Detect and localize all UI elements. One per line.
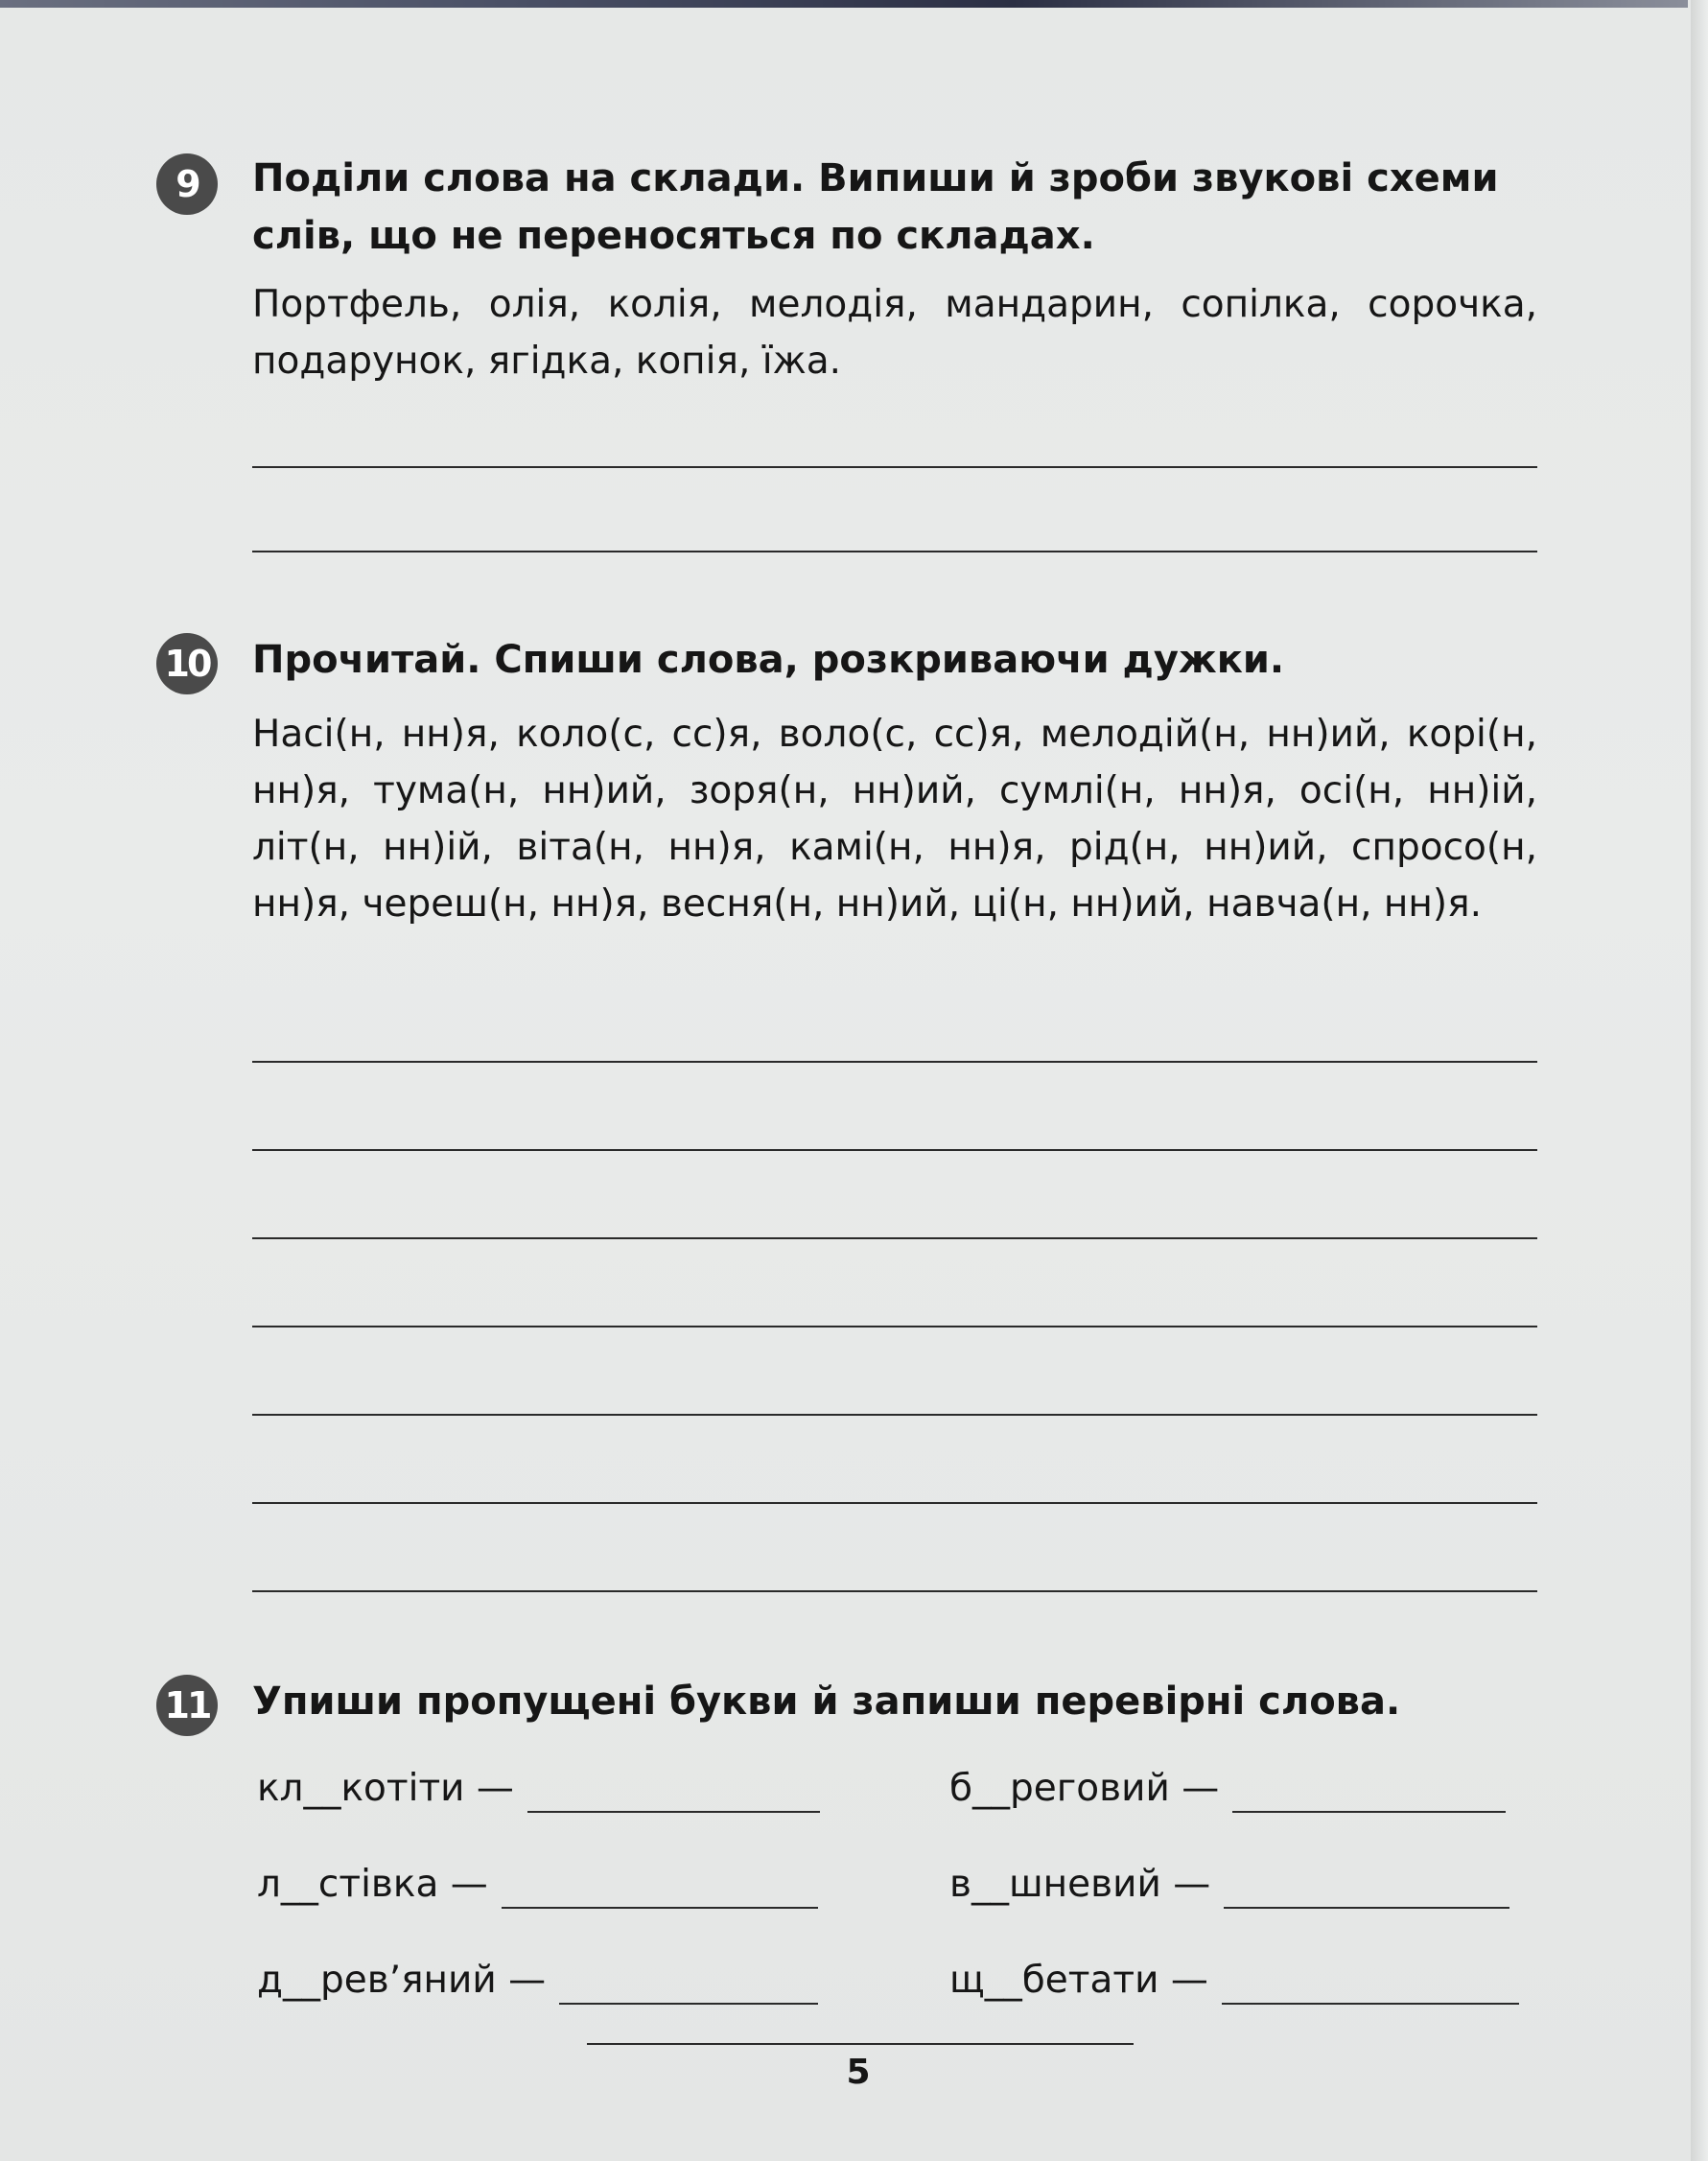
answer-blank[interactable] <box>1232 1773 1506 1813</box>
answer-blank[interactable] <box>527 1773 820 1813</box>
fill-word: л__стівка — <box>257 1863 488 1906</box>
fill-word: кл__котіти — <box>257 1767 514 1810</box>
answer-line[interactable] <box>252 1237 1537 1239</box>
top-edge-strip <box>0 0 1688 8</box>
fill-item <box>257 1957 818 2005</box>
fill-word: в__шневий — <box>949 1863 1211 1906</box>
fill-item <box>949 1765 1506 1813</box>
fill-item <box>257 1765 820 1813</box>
answer-blank[interactable] <box>1224 1868 1509 1909</box>
answer-blank[interactable] <box>502 1868 818 1909</box>
page-right-edge <box>1691 0 1708 2161</box>
fill-word: д__рев’яний — <box>257 1959 547 2002</box>
page-number: 5 <box>846 2053 871 2092</box>
fill-item <box>257 1861 818 1909</box>
task-title: Поділи слова на склади. Випиши й зроби звукові схеми слів, що не переносяться по складах. <box>252 156 1499 258</box>
page-number-line <box>587 2043 1134 2045</box>
fill-item <box>949 1861 1509 1909</box>
answer-line[interactable] <box>252 1061 1537 1063</box>
task-title: Прочитай. Спиши слова, розкриваючи дужки. <box>252 638 1285 682</box>
answer-line[interactable] <box>252 1326 1537 1327</box>
answer-line[interactable] <box>252 1149 1537 1151</box>
task-title: Упиши пропущені букви й запиши перевірні слова. <box>252 1679 1401 1724</box>
fill-word: щ__бетати — <box>949 1959 1208 2002</box>
answer-line[interactable] <box>252 1414 1537 1416</box>
task-number-badge: 9 <box>156 153 218 215</box>
answer-blank[interactable] <box>559 1964 818 2005</box>
task-number-badge: 11 <box>156 1675 218 1736</box>
answer-line[interactable] <box>252 1590 1537 1592</box>
answer-line[interactable] <box>252 1502 1537 1504</box>
fill-item <box>949 1957 1519 2005</box>
task-number-badge: 10 <box>156 633 218 694</box>
answer-line[interactable] <box>252 466 1537 468</box>
fill-word: б__реговий — <box>949 1767 1220 1810</box>
task-text: Портфель, олія, колія, мелодія, мандарин, сопілка, сорочка, подарунок, ягідка, копія, їжа. <box>252 283 1537 383</box>
answer-blank[interactable] <box>1222 1964 1519 2005</box>
task-text: Насі(н, нн)я, коло(с, сс)я, воло(с, сс)я, мелодій(н, нн)ий, корі(н, нн)я, тума(н, нн)ий, зоря(н, нн)ий, сумлі(н, нн)я, осі(н, нн)ій, літ(н, нн)ій, віта(н, нн)я, камі(н, нн)я, рід(н, нн)ий, спросо(н, нн)я, череш(н, нн)я, весня(н, нн)ий, ці(н, нн)ий, навча(н, нн)я. <box>252 713 1537 926</box>
answer-line[interactable] <box>252 551 1537 552</box>
